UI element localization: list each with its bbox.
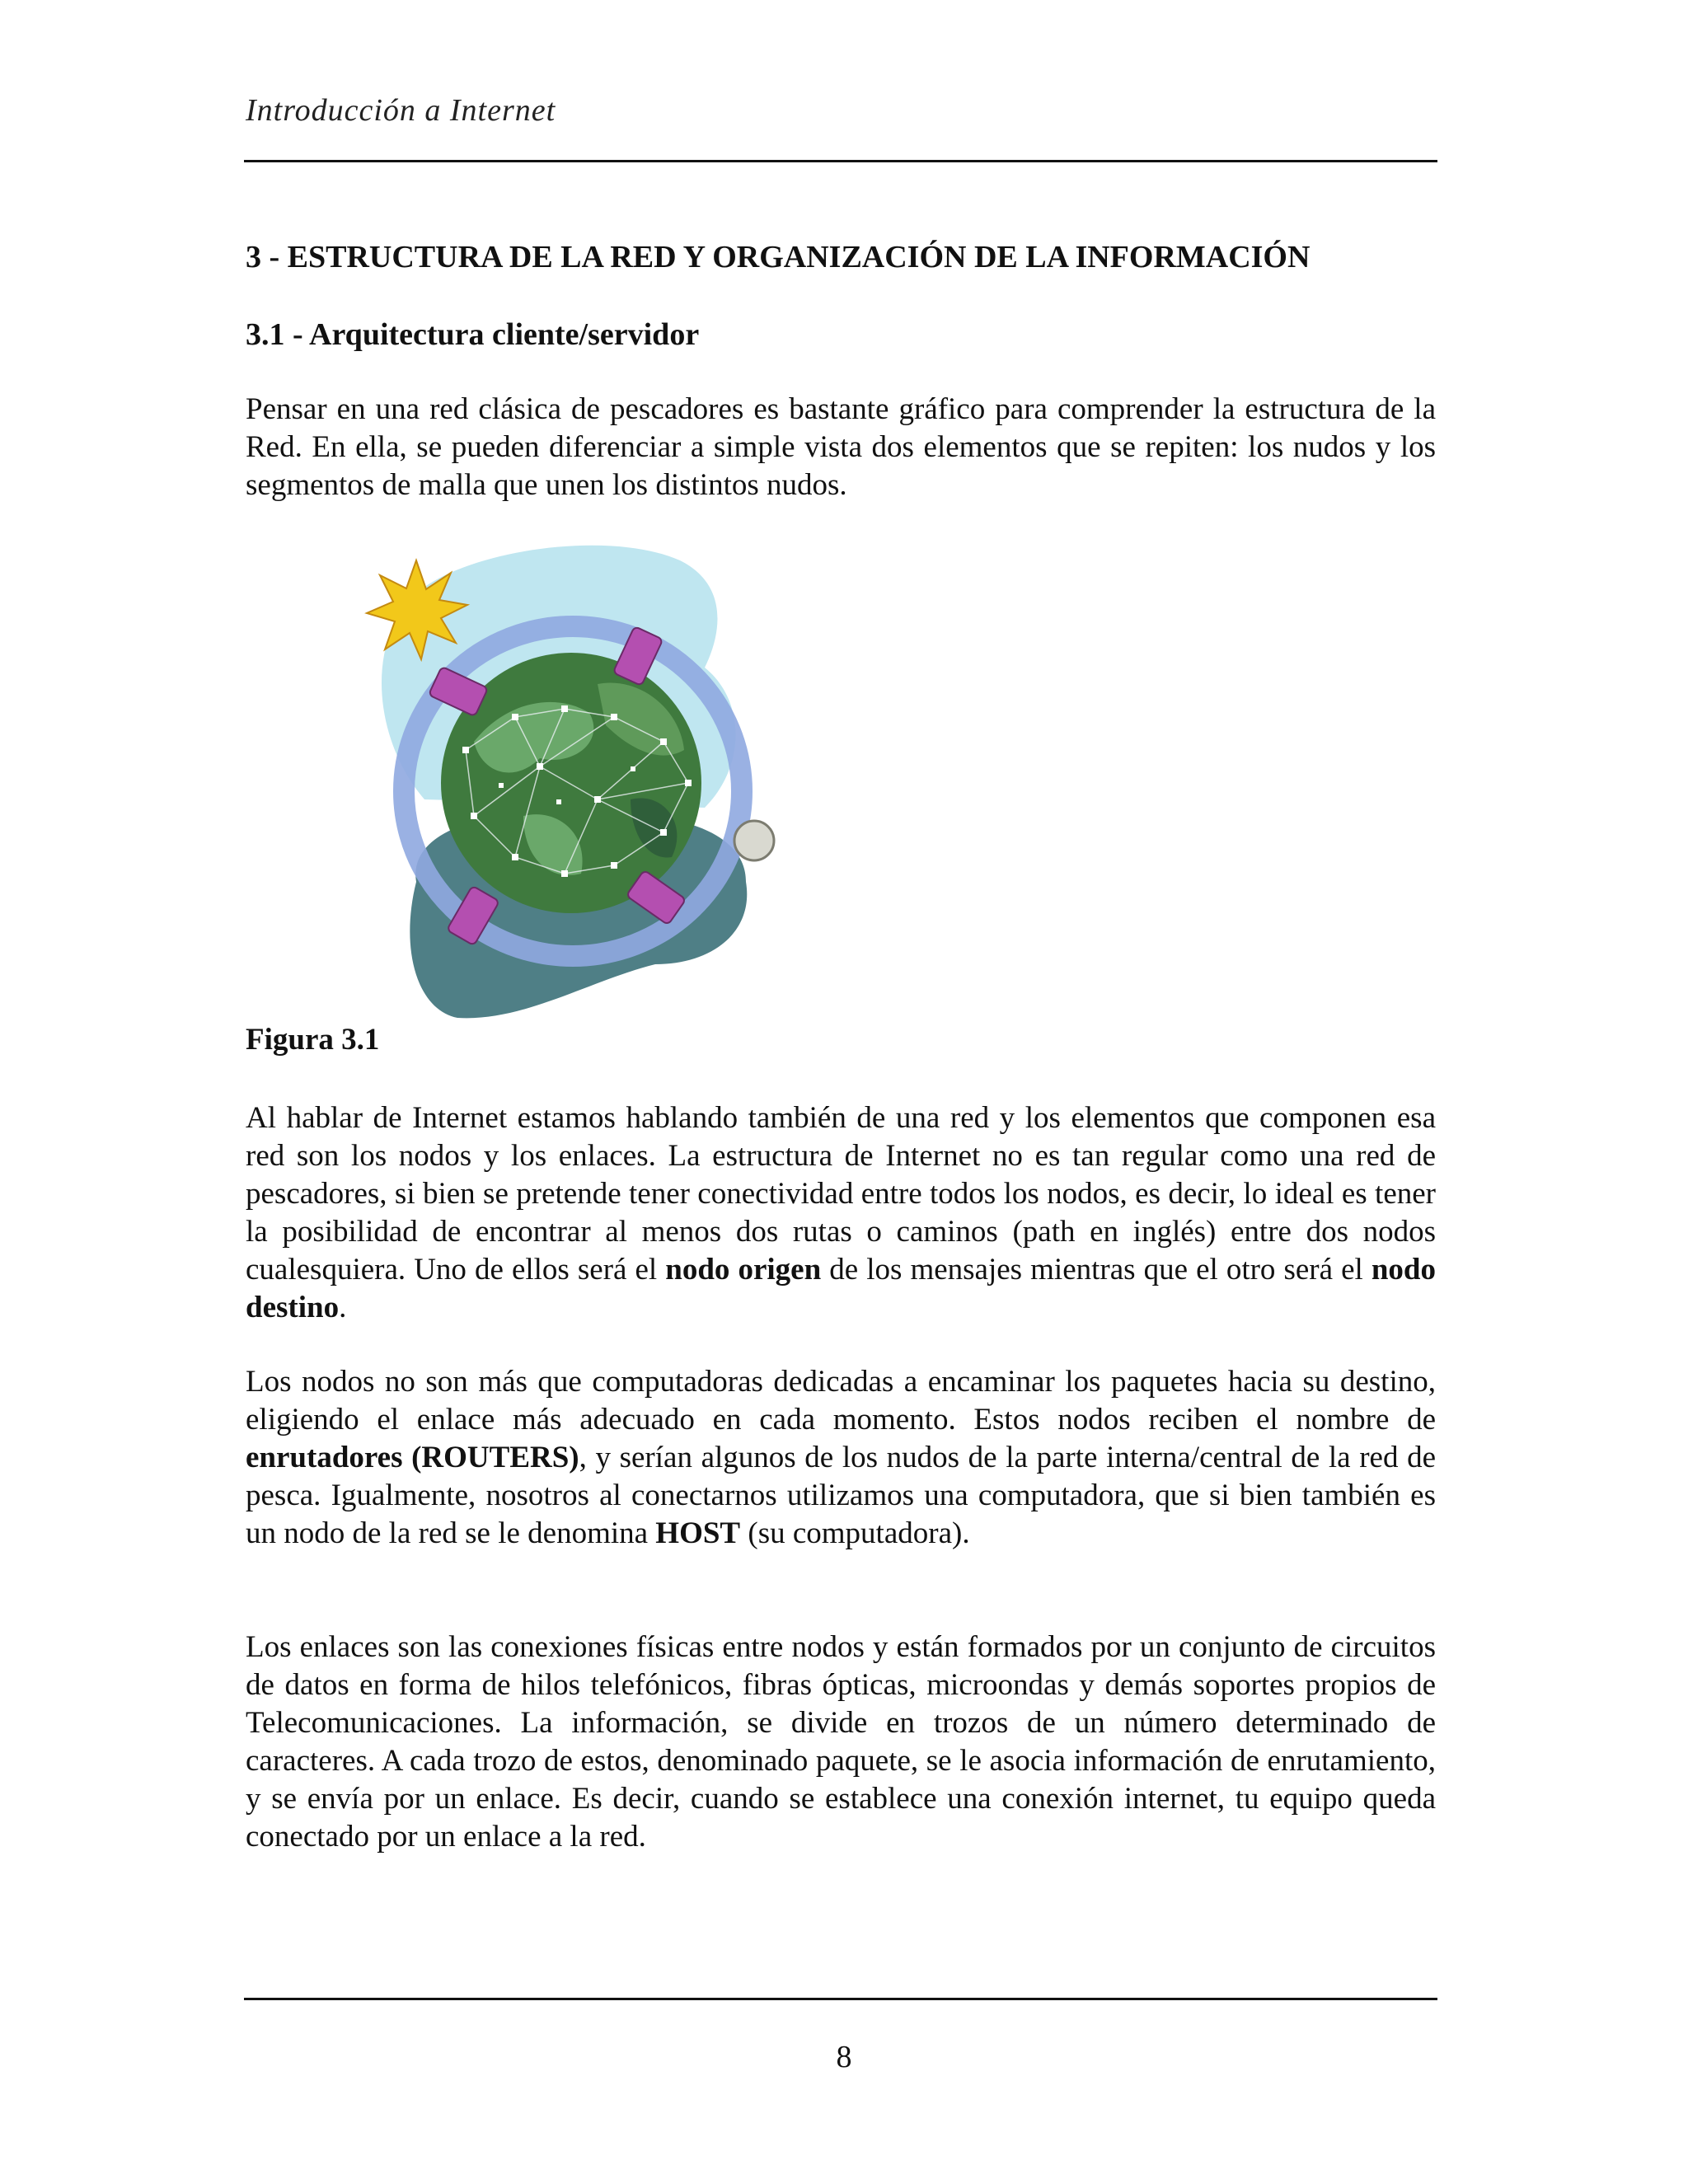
running-header: Introducción a Internet	[246, 93, 556, 128]
paragraph-text: Al hablar de Internet estamos hablando también de una red y los elementos que componen esa red son los nodos y los enlaces. La estructura de Internet no es tan regular como una red de pescadores, si bien se pretende tener conectividad entre todos los nodos, es decir, lo ideal es tener la posibilidad de encontrar al menos dos rutas o caminos (path en inglés) entre dos nodos cualesquiera. Uno de ellos será el	[246, 1101, 1436, 1286]
paragraph-text: (su computadora).	[740, 1516, 970, 1550]
header-rule	[244, 160, 1437, 162]
term-origin-node: nodo origen	[665, 1253, 822, 1286]
paragraph-routers	[246, 1363, 1436, 1553]
moon-icon	[734, 821, 774, 860]
figure-network-globe	[359, 536, 799, 1026]
term-host: HOST	[655, 1516, 741, 1550]
paragraph-links: Los enlaces son las conexiones físicas entre nodos y están formados por un conjunto de circuitos de datos en forma de hilos telefónicos, fibras ópticas, microondas y demás soportes propios de Telecomunicaciones. La información, se divide en trozos de un número determinado de caracteres. A cada trozo de estos, denominado paquete, se le asocia información de enrutamiento, y se envía por un enlace. Es decir, cuando se establece una conexión internet, tu equipo queda conectado por un enlace a la red.	[246, 1630, 1436, 1854]
page-number: 8	[836, 2040, 852, 2074]
paragraph-text: Los nodos no son más que computadoras dedicadas a encaminar los paquetes hacia su destino, eligiendo el enlace más adecuado en cada momento. Estos nodos reciben el nombre de	[246, 1365, 1436, 1436]
network-globe-illustration	[359, 536, 799, 1026]
term-routers: enrutadores (ROUTERS)	[246, 1441, 579, 1474]
subsection-title: 3.1 - Arquitectura cliente/servidor	[246, 317, 700, 352]
figure-caption: Figura 3.1	[246, 1023, 380, 1057]
paragraph-nodes-links	[246, 1099, 1436, 1327]
term-destination-node: nodo destino	[246, 1253, 1437, 1324]
paragraph-text: .	[339, 1291, 347, 1324]
section-title: 3 - ESTRUCTURA DE LA RED Y ORGANIZACIÓN DE LA INFORMACIÓN	[246, 240, 1311, 274]
paragraph-intro: Pensar en una red clásica de pescadores es bastante gráfico para comprender la estructura de la Red. En ella, se pueden diferenciar a simple vista dos elementos que se repiten: los nudos y los segmentos de malla que unen los distintos nudos.	[246, 392, 1436, 502]
footer-rule	[244, 1998, 1437, 2000]
paragraph-text: , y serían algunos de los nudos de la parte interna/central de la red de pesca. Igualmente, nosotros al conectarnos utilizamos una computadora, que si bien también es un nodo de la red se le denomina	[246, 1441, 1436, 1550]
paragraph-text: de los mensajes mientras que el otro será el	[821, 1253, 1372, 1286]
